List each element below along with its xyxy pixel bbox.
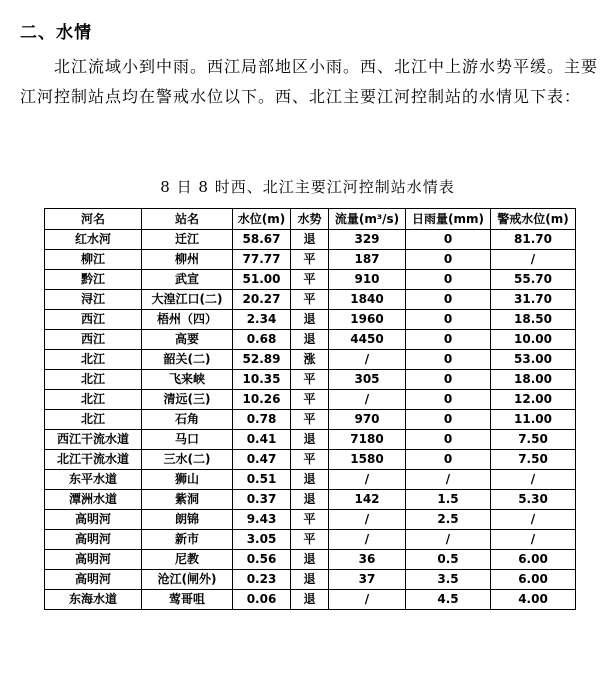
flow-rate-cell: 4450 [329, 330, 406, 350]
river-name-cell: 北江 [45, 390, 142, 410]
table-row [45, 550, 576, 570]
station-name-cell: 沧江(闸外) [142, 570, 233, 590]
station-name-cell: 莺哥咀 [142, 590, 233, 610]
table-row [45, 410, 576, 430]
table-header [45, 209, 576, 230]
station-name-cell: 紫洞 [142, 490, 233, 510]
water-trend-cell: 平 [291, 450, 329, 470]
water-level-cell: 3.05 [233, 530, 291, 550]
water-trend-cell: 平 [291, 270, 329, 290]
water-trend-cell: 退 [291, 590, 329, 610]
water-trend-cell: 退 [291, 430, 329, 450]
water-trend-cell: 平 [291, 390, 329, 410]
flow-rate-cell: 1840 [329, 290, 406, 310]
river-name-cell: 黔江 [45, 270, 142, 290]
daily-rainfall-cell: 1.5 [406, 490, 491, 510]
daily-rainfall-cell: 0 [406, 410, 491, 430]
table-row [45, 310, 576, 330]
table-row [45, 290, 576, 310]
warning-level-cell: / [491, 250, 576, 270]
daily-rainfall-cell: 4.5 [406, 590, 491, 610]
river-name-cell: 西江 [45, 310, 142, 330]
river-name-cell: 北江干流水道 [45, 450, 142, 470]
water-trend-cell: 平 [291, 410, 329, 430]
table-body [45, 230, 576, 610]
water-level-cell: 0.41 [233, 430, 291, 450]
daily-rainfall-cell: 0 [406, 310, 491, 330]
water-level-cell: 0.51 [233, 470, 291, 490]
table-row [45, 570, 576, 590]
table-row [45, 530, 576, 550]
flow-rate-cell: 187 [329, 250, 406, 270]
table-row [45, 330, 576, 350]
water-trend-cell: 退 [291, 330, 329, 350]
river-name-cell: 浔江 [45, 290, 142, 310]
water-level-cell: 10.35 [233, 370, 291, 390]
warning-level-cell: 7.50 [491, 430, 576, 450]
water-trend-cell: 平 [291, 250, 329, 270]
table-row [45, 590, 576, 610]
station-name-cell: 朗锦 [142, 510, 233, 530]
station-name-cell: 尼教 [142, 550, 233, 570]
flow-rate-cell: 36 [329, 550, 406, 570]
water-trend-cell: 退 [291, 570, 329, 590]
flow-rate-cell: 1580 [329, 450, 406, 470]
water-trend-cell: 退 [291, 310, 329, 330]
river-name-cell: 高明河 [45, 550, 142, 570]
warning-level-cell: 18.50 [491, 310, 576, 330]
daily-rainfall-cell: 0 [406, 430, 491, 450]
flow-rate-cell: 142 [329, 490, 406, 510]
warning-level-cell: 12.00 [491, 390, 576, 410]
daily-rainfall-cell: 3.5 [406, 570, 491, 590]
station-name-cell: 狮山 [142, 470, 233, 490]
river-name-cell: 西江 [45, 330, 142, 350]
flow-rate-cell: 37 [329, 570, 406, 590]
flow-rate-cell: 7180 [329, 430, 406, 450]
station-name-cell: 武宣 [142, 270, 233, 290]
table-caption: 8 日 8 时西、北江主要江河控制站水情表 [160, 178, 455, 196]
column-header-station-name: 站名 [142, 209, 233, 230]
station-name-cell: 韶关(二) [142, 350, 233, 370]
river-name-cell: 潭洲水道 [45, 490, 142, 510]
daily-rainfall-cell: 0 [406, 270, 491, 290]
column-header-river-name: 河名 [45, 209, 142, 230]
flow-rate-cell: 1960 [329, 310, 406, 330]
warning-level-cell: 11.00 [491, 410, 576, 430]
flow-rate-cell: / [329, 390, 406, 410]
water-trend-cell: 平 [291, 510, 329, 530]
daily-rainfall-cell: 2.5 [406, 510, 491, 530]
daily-rainfall-cell: 0 [406, 450, 491, 470]
water-trend-cell: 退 [291, 550, 329, 570]
warning-level-cell: 81.70 [491, 230, 576, 250]
water-level-cell: 0.56 [233, 550, 291, 570]
station-name-cell: 飞来峡 [142, 370, 233, 390]
river-name-cell: 北江 [45, 410, 142, 430]
river-name-cell: 高明河 [45, 530, 142, 550]
water-level-cell: 9.43 [233, 510, 291, 530]
flow-rate-cell: 329 [329, 230, 406, 250]
river-name-cell: 东海水道 [45, 590, 142, 610]
table-row [45, 430, 576, 450]
daily-rainfall-cell: / [406, 470, 491, 490]
water-trend-cell: 平 [291, 370, 329, 390]
river-name-cell: 西江干流水道 [45, 430, 142, 450]
table-row [45, 230, 576, 250]
section-title: 二、水情 [20, 23, 92, 43]
water-level-cell: 0.23 [233, 570, 291, 590]
water-level-cell: 77.77 [233, 250, 291, 270]
warning-level-cell: 53.00 [491, 350, 576, 370]
river-name-cell: 东平水道 [45, 470, 142, 490]
water-trend-cell: 退 [291, 470, 329, 490]
warning-level-cell: / [491, 470, 576, 490]
water-level-cell: 20.27 [233, 290, 291, 310]
paragraph-text: 北江流域小到中雨。西江局部地区小雨。西、北江中上游水势平缓。主要江河控制站点均在警戒水位以下。西、北江主要江河控制站的水情见下表： [20, 57, 599, 106]
station-name-cell: 石角 [142, 410, 233, 430]
flow-rate-cell: / [329, 470, 406, 490]
daily-rainfall-cell: 0 [406, 290, 491, 310]
station-name-cell: 迁江 [142, 230, 233, 250]
water-trend-cell: 平 [291, 530, 329, 550]
water-level-cell: 0.78 [233, 410, 291, 430]
table-row [45, 490, 576, 510]
column-header-water-level: 水位(m) [233, 209, 291, 230]
water-level-cell: 51.00 [233, 270, 291, 290]
column-header-daily-rainfall: 日雨量(mm) [406, 209, 491, 230]
warning-level-cell: 31.70 [491, 290, 576, 310]
river-name-cell: 红水河 [45, 230, 142, 250]
water-trend-cell: 涨 [291, 350, 329, 370]
warning-level-cell: / [491, 530, 576, 550]
river-name-cell: 高明河 [45, 510, 142, 530]
water-level-cell: 0.68 [233, 330, 291, 350]
water-level-cell: 2.34 [233, 310, 291, 330]
water-trend-cell: 退 [291, 490, 329, 510]
warning-level-cell: 7.50 [491, 450, 576, 470]
table-row [45, 510, 576, 530]
station-name-cell: 清远(三) [142, 390, 233, 410]
warning-level-cell: 4.00 [491, 590, 576, 610]
warning-level-cell: / [491, 510, 576, 530]
warning-level-cell: 18.00 [491, 370, 576, 390]
daily-rainfall-cell: 0 [406, 350, 491, 370]
daily-rainfall-cell: 0 [406, 370, 491, 390]
warning-level-cell: 10.00 [491, 330, 576, 350]
daily-rainfall-cell: 0 [406, 390, 491, 410]
river-name-cell: 北江 [45, 350, 142, 370]
water-situation-paragraph [20, 52, 605, 112]
station-name-cell: 高要 [142, 330, 233, 350]
water-trend-cell: 退 [291, 230, 329, 250]
flow-rate-cell: / [329, 590, 406, 610]
warning-level-cell: 5.30 [491, 490, 576, 510]
station-name-cell: 大湟江口(二) [142, 290, 233, 310]
flow-rate-cell: 970 [329, 410, 406, 430]
daily-rainfall-cell: 0.5 [406, 550, 491, 570]
table-row [45, 250, 576, 270]
water-level-cell: 0.47 [233, 450, 291, 470]
river-name-cell: 北江 [45, 370, 142, 390]
table-row [45, 350, 576, 370]
warning-level-cell: 6.00 [491, 550, 576, 570]
water-level-cell: 10.26 [233, 390, 291, 410]
daily-rainfall-cell: 0 [406, 230, 491, 250]
station-name-cell: 三水(二) [142, 450, 233, 470]
daily-rainfall-cell: 0 [406, 250, 491, 270]
station-name-cell: 柳州 [142, 250, 233, 270]
water-level-cell: 58.67 [233, 230, 291, 250]
flow-rate-cell: / [329, 350, 406, 370]
warning-level-cell: 55.70 [491, 270, 576, 290]
station-name-cell: 梧州（四） [142, 310, 233, 330]
flow-rate-cell: 910 [329, 270, 406, 290]
table-row [45, 270, 576, 290]
table-row [45, 390, 576, 410]
table-row [45, 370, 576, 390]
column-header-warning-level: 警戒水位(m) [491, 209, 576, 230]
water-level-cell: 0.37 [233, 490, 291, 510]
flow-rate-cell: / [329, 530, 406, 550]
water-trend-cell: 平 [291, 290, 329, 310]
river-name-cell: 高明河 [45, 570, 142, 590]
warning-level-cell: 6.00 [491, 570, 576, 590]
water-level-cell: 52.89 [233, 350, 291, 370]
station-name-cell: 新市 [142, 530, 233, 550]
water-level-cell: 0.06 [233, 590, 291, 610]
water-level-table [44, 208, 576, 610]
table-row [45, 470, 576, 490]
station-name-cell: 马口 [142, 430, 233, 450]
daily-rainfall-cell: / [406, 530, 491, 550]
column-header-water-trend: 水势 [291, 209, 329, 230]
daily-rainfall-cell: 0 [406, 330, 491, 350]
flow-rate-cell: 305 [329, 370, 406, 390]
river-name-cell: 柳江 [45, 250, 142, 270]
flow-rate-cell: / [329, 510, 406, 530]
table-row [45, 450, 576, 470]
header-row [45, 209, 576, 230]
column-header-flow-rate: 流量(m³/s) [329, 209, 406, 230]
